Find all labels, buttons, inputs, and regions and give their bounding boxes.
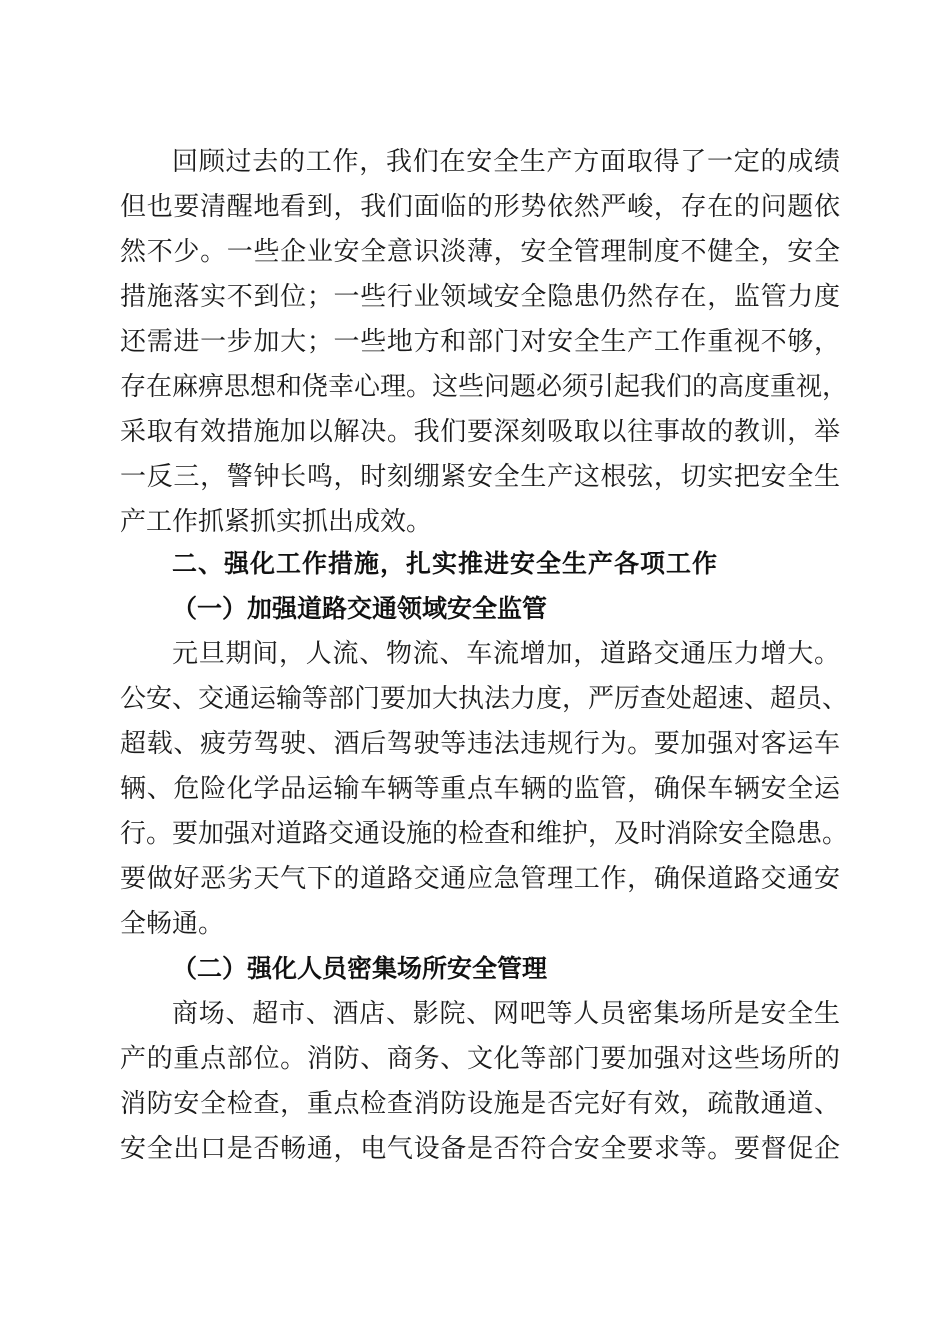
subsection-1-line-3: 超载、疲劳驾驶、酒后驾驶等违法违规行为。要加强对客运车 — [120, 729, 840, 759]
subsection-1-line-1: 元旦期间，人流、物流、车流增加，道路交通压力增大。 — [172, 639, 840, 669]
subsection-1-line-2: 公安、交通运输等部门要加大执法力度，严厉查处超速、超员、 — [120, 684, 849, 714]
subsection-1-heading: （一）加强道路交通领域安全监管 — [172, 594, 548, 623]
paragraph-1-line-6: 存在麻痹思想和侥幸心理。这些问题必须引起我们的高度重视， — [120, 372, 849, 402]
subsection-2-line-1: 商场、超市、酒店、影院、网吧等人员密集场所是安全生 — [172, 999, 840, 1029]
paragraph-1-line-7: 采取有效措施加以解决。我们要深刻吸取以往事故的教训，举 — [120, 417, 840, 447]
subsection-2-line-4: 安全出口是否畅通，电气设备是否符合安全要求等。要督促企 — [120, 1134, 840, 1164]
paragraph-1-line-2: 但也要清醒地看到，我们面临的形势依然严峻，存在的问题依 — [120, 192, 840, 222]
subsection-1-line-4: 辆、危险化学品运输车辆等重点车辆的监管，确保车辆安全运 — [120, 774, 840, 804]
subsection-2-line-3: 消防安全检查，重点检查消防设施是否完好有效，疏散通道、 — [120, 1089, 840, 1119]
paragraph-1-line-5: 还需进一步加大；一些地方和部门对安全生产工作重视不够， — [120, 327, 840, 357]
paragraph-1-line-4: 措施落实不到位；一些行业领域安全隐患仍然存在，监管力度 — [120, 282, 840, 312]
subsection-2-line-2: 产的重点部位。消防、商务、文化等部门要加强对这些场所的 — [120, 1044, 840, 1074]
subsection-2-heading: （二）强化人员密集场所安全管理 — [172, 954, 548, 983]
paragraph-1-line-3: 然不少。一些企业安全意识淡薄，安全管理制度不健全，安全 — [120, 237, 840, 267]
paragraph-1-line-1: 回顾过去的工作，我们在安全生产方面取得了一定的成绩 — [172, 147, 840, 177]
section-heading: 二、强化工作措施，扎实推进安全生产各项工作 — [172, 549, 719, 578]
subsection-1-line-6: 要做好恶劣天气下的道路交通应急管理工作，确保道路交通安 — [120, 864, 840, 894]
paragraph-1-line-8: 一反三，警钟长鸣，时刻绷紧安全生产这根弦，切实把安全生 — [120, 462, 840, 492]
subsection-1-line-5: 行。要加强对道路交通设施的检查和维护，及时消除安全隐患。 — [120, 819, 849, 849]
paragraph-1-line-9: 产工作抓紧抓实抓出成效。 — [120, 507, 433, 537]
subsection-1-line-7: 全畅通。 — [120, 909, 225, 939]
